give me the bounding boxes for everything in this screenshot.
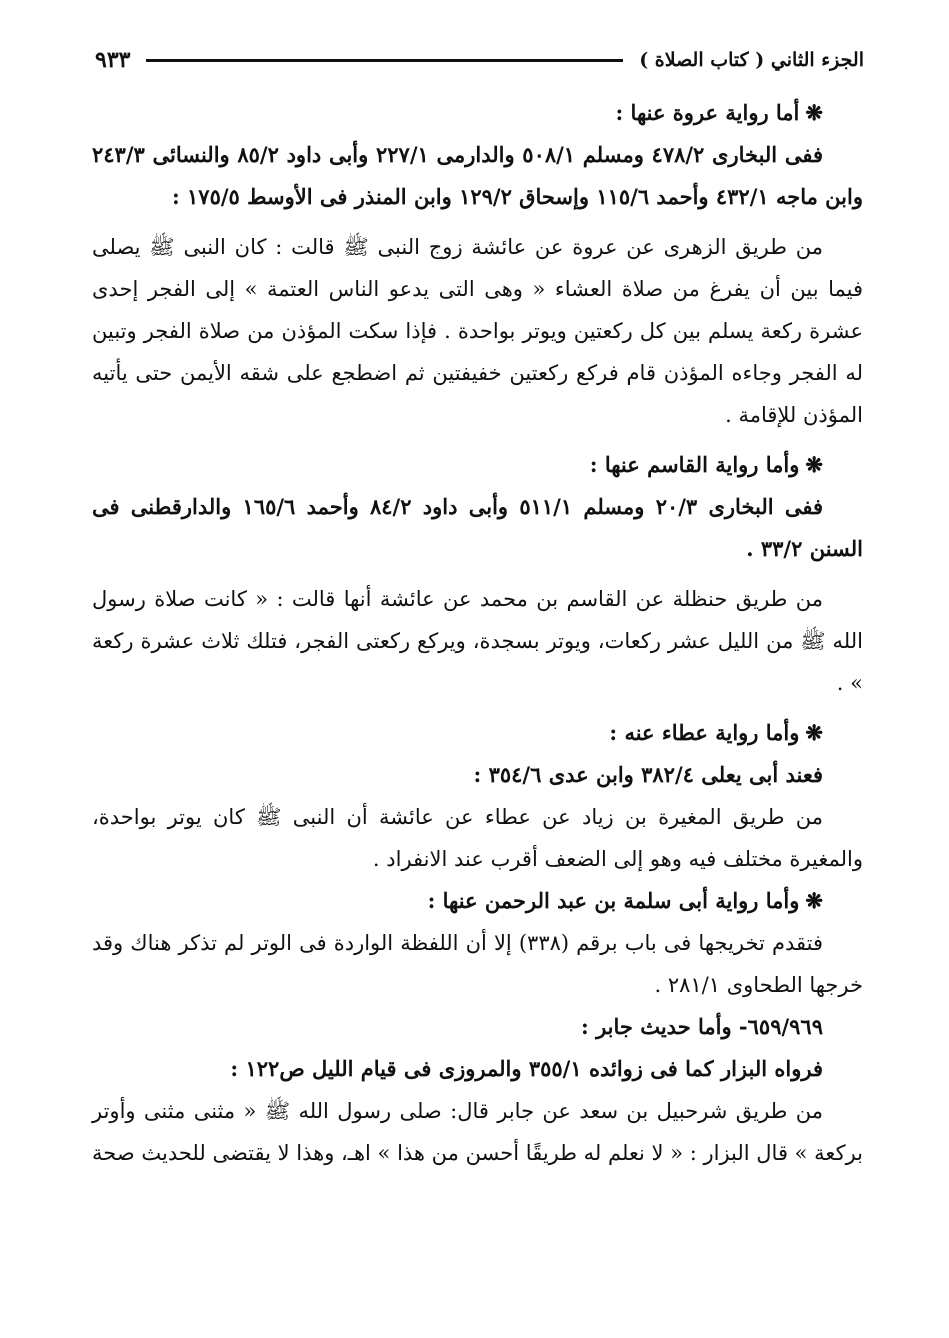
asterisk-bullet-icon: ❋: [805, 452, 823, 477]
source-paragraph: فعند أبى يعلى ٣٨٢/٤ وابن عدى ٣٥٤/٦ :: [473, 762, 823, 787]
hadith-paragraph: من طريق شرحبيل بن سعد عن جابر قال: صلى رسول الله ﷺ « مثنى مثنى وأوتر بركعة » قال البزار : « لا نعلم له طريقًا أحسن من هذا » اهـ، وهذا لا يقتضى للحديث صحة: [92, 1099, 863, 1165]
source-paragraph: فرواه البزار كما فى زوائده ٣٥٥/١ والمروزى فى قيام الليل ص١٢٢ :: [230, 1056, 823, 1081]
hadith-paragraph: فتقدم تخريجها فى باب برقم (٣٣٨) إلا أن اللفظة الواردة فى الوتر لم تذكر هناك وقد خرجها الطحاوى ٢٨١/١ .: [92, 931, 863, 997]
section-heading: ❋وأما رواية القاسم عنها :: [589, 452, 823, 477]
section-heading: ❋وأما رواية عطاء عنه :: [609, 720, 823, 745]
page-body: [92, 92, 863, 1174]
asterisk-bullet-icon: ❋: [805, 888, 823, 913]
header-rule: [146, 59, 623, 62]
hadith-paragraph: من طريق المغيرة بن زياد عن عطاء عن عائشة أن النبى ﷺ كان يوتر بواحدة، والمغيرة مختلف فيه وهو إلى الضعف أقرب عند الانفراد .: [92, 805, 863, 871]
hadith-paragraph: من طريق الزهرى عن عروة عن عائشة زوج النبى ﷺ قالت : كان النبى ﷺ يصلى فيما بين أن يفرغ من صلاة العشاء « وهى التى يدعو الناس العتمة » إلى الفجر إحدى عشرة ركعة يسلم بين كل ركعتين ويوتر بواحدة . فإذا سكت المؤذن من صلاة الفجر وتبين له الفجر وجاءه المؤذن قام فركع ركعتين خفيفتين ثم اضطجع على شقه الأيمن حتى يأتيه المؤذن للإقامة .: [92, 235, 863, 427]
source-paragraph: ففى البخارى ٤٧٨/٢ ومسلم ٥٠٨/١ والدارمى ٢٢٧/١ وأبى داود ٨٥/٢ والنسائى ٢٤٣/٣ وابن ماجه ٤٣٢/١ وأحمد ١١٥/٦ وإسحاق ١٢٩/٢ وابن المنذر فى الأوسط ١٧٥/٥ :: [92, 142, 863, 209]
source-paragraph: ففى البخارى ٢٠/٣ ومسلم ٥١١/١ وأبى داود ٨٤/٢ وأحمد ١٦٥/٦ والدارقطنى فى السنن ٣٣/٢ .: [92, 494, 863, 561]
hadith-number-heading: ٦٥٩/٩٦٩- وأما حديث جابر :: [581, 1014, 823, 1039]
section-heading: ❋أما رواية عروة عنها :: [615, 100, 823, 125]
asterisk-bullet-icon: ❋: [805, 100, 823, 125]
asterisk-bullet-icon: ❋: [805, 720, 823, 745]
page-number: ٩٣٣: [95, 47, 131, 73]
hadith-paragraph: من طريق حنظلة عن القاسم بن محمد عن عائشة أنها قالت : « كانت صلاة رسول الله ﷺ من الليل عشر ركعات، ويوتر بسجدة، ويركع ركعتى الفجر، فتلك ثلاث عشرة ركعة » .: [92, 587, 863, 695]
running-head: الجزء الثاني ( كتاب الصلاة ): [639, 49, 864, 71]
section-heading: ❋وأما رواية أبى سلمة بن عبد الرحمن عنها :: [427, 888, 823, 913]
page-header: [95, 38, 864, 82]
